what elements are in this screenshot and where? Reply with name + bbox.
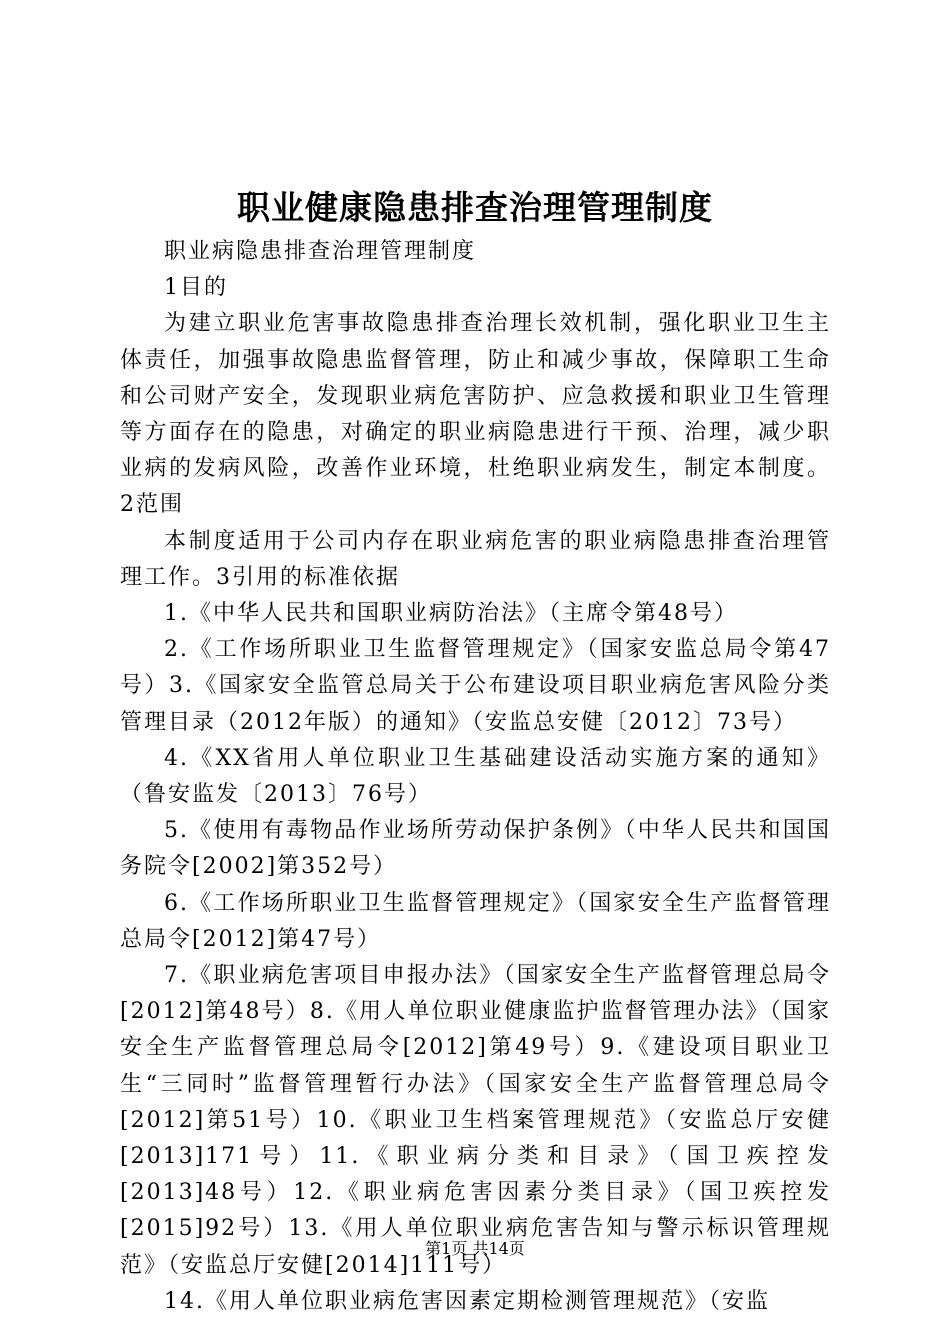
document-title: 职业健康隐患排查治理管理制度	[237, 188, 713, 227]
paragraph-section-purpose: 1目的	[164, 275, 228, 301]
page-footer: 第1页 共14页	[425, 1239, 525, 1258]
paragraph-scope-text: 本制度适用于公司内存在职业病危害的职业病隐患排查治理管理工作。3引用的标准依据	[120, 528, 831, 590]
paragraph-reference-6: 6.《工作场所职业卫生监督管理规定》（国家安全生产监督管理总局令[2012]第47号）	[120, 890, 831, 952]
paragraph-reference-7-13: 7.《职业病危害项目申报办法》（国家安全生产监督管理总局令[2012]第48号）8.《用人单位职业健康监护监督管理办法》（国家安全生产监督管理总局令[2012]第49号）9.《建设项目职业卫生“三同时”监督管理暂行办法》（国家安全生产监督管理总局令[2012]第51号）10.《职业卫生档案管理规范》（安监总厅安健[2013]171号）11.《职业病分类和目录》（国卫疾控发[2013]48号）12.《职业病危害因素分类目录》（国卫疾控发[2015]92号）13.《用人单位职业病危害告知与警示标识管理规范》（安监总厅安健[2014]111号）	[120, 963, 831, 1278]
paragraph-purpose-text: 为建立职业危害事故隐患排查治理长效机制，强化职业卫生主体责任，加强事故隐患监督管理，防止和减少事故，保障职工生命和公司财产安全，发现职业病危害防护、应急救援和职业卫生管理等方面存在的隐患，对确定的职业病隐患进行干预、治理，减少职业病的发病风险，改善作业环境，杜绝职业病发生，制定本制度。2范围	[120, 311, 831, 518]
paragraph-subtitle: 职业病隐患排查治理管理制度	[164, 239, 477, 264]
document-body	[120, 234, 831, 1320]
paragraph-reference-14: 14.《用人单位职业病危害因素定期检测管理规范》（安监	[164, 1288, 770, 1314]
paragraph-reference-1: 1.《中华人民共和国职业病防治法》（主席令第48号）	[164, 601, 738, 627]
paragraph-reference-4: 4.《XX省用人单位职业卫生基础建设活动实施方案的通知》（鲁安监发〔2013〕76号）	[120, 745, 831, 808]
paragraph-reference-5: 5.《使用有毒物品作业场所劳动保护条例》（中华人民共和国国务院令[2002]第352号）	[120, 818, 831, 880]
paragraph-reference-2-3: 2.《工作场所职业卫生监督管理规定》（国家安监总局令第47号）3.《国家安全监管总局关于公布建设项目职业病危害风险分类管理目录（2012年版）的通知》（安监总安健〔2012〕73号）	[120, 637, 831, 735]
